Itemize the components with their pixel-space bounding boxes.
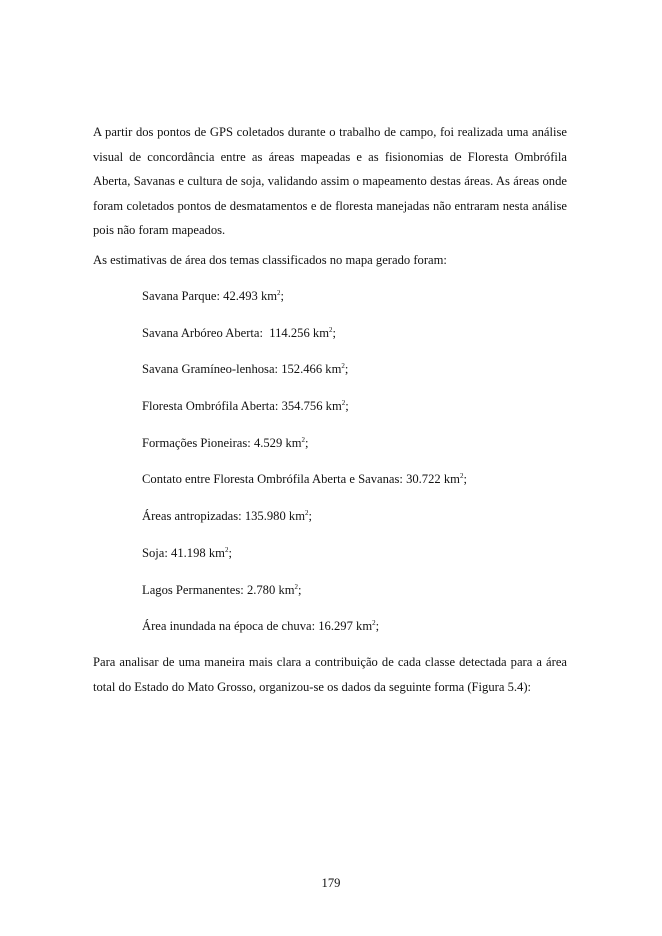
area-value: 114.256 — [269, 325, 310, 340]
area-unit: km — [278, 582, 295, 597]
area-value: 152.466 — [281, 362, 323, 377]
unit-exponent: 2 — [459, 472, 464, 481]
area-label: Savana Arbóreo Aberta: — [142, 325, 263, 340]
unit-exponent: 2 — [305, 509, 309, 518]
area-label: Floresta Ombrófila Aberta: — [142, 399, 279, 414]
area-unit: km — [325, 399, 342, 414]
area-value: 41.198 — [171, 545, 206, 560]
area-unit: km — [312, 325, 330, 340]
page-number: 179 — [321, 876, 341, 890]
area-unit: km — [325, 362, 342, 377]
paragraph-area-estimates-intro: As estimativas de área dos temas classificados no mapa gerado foram: — [93, 253, 447, 267]
area-unit: km — [208, 545, 225, 560]
area-unit: km — [288, 509, 305, 524]
area-estimates-list — [142, 284, 467, 651]
list-item: Áreas antropizadas: 135.980 $km^2$; — [142, 509, 312, 524]
unit-exponent: 2 — [294, 582, 299, 591]
list-item: Contato entre Floresta Ombrófila Aberta e Savanas: 30.722 $km^2$; — [142, 472, 467, 487]
area-unit: km — [260, 289, 278, 303]
area-value: 4.529 — [253, 435, 283, 450]
unit-exponent: 2 — [301, 435, 306, 444]
area-label: Formações Pioneiras: — [142, 435, 251, 450]
area-label: Contato entre Floresta Ombrófila Aberta e Savanas: — [142, 472, 403, 487]
list-item: Savana Parque: 42.493 $km^2$; — [142, 289, 285, 303]
unit-exponent: 2 — [329, 325, 333, 334]
paragraph-figure-reference: Para analisar de uma maneira mais clara a contribuição de cada classe detectada para a área total do Estado do Mato Grosso, organizou-se os dados da seguinte forma (Figura 5.4): — [93, 655, 567, 694]
area-label: Savana Gramíneo-lenhosa: — [142, 362, 279, 377]
area-label: Savana Parque: — [142, 289, 220, 303]
area-unit: km — [285, 435, 302, 450]
area-unit: km — [356, 619, 373, 634]
unit-exponent: 2 — [277, 289, 281, 297]
unit-exponent: 2 — [224, 545, 229, 554]
list-item: Área inundada na época de chuva: 16.297 $km^2$; — [142, 619, 380, 634]
list-item: Floresta Ombrófila Aberta: 354.756 $km^2$; — [142, 399, 349, 414]
area-label: Áreas antropizadas: — [142, 509, 242, 524]
unit-exponent: 2 — [341, 399, 346, 408]
area-label: Lagos Permanentes: — [142, 582, 244, 597]
list-item: Savana Arbóreo Aberta: 114.256 $km^2$; — [142, 325, 337, 340]
list-item: Lagos Permanentes: 2.780 $km^2$; — [142, 582, 302, 597]
area-value: 30.722 — [406, 472, 441, 487]
unit-exponent: 2 — [372, 619, 376, 628]
area-value: 16.297 — [318, 619, 353, 634]
area-unit: km — [443, 472, 460, 487]
unit-exponent: 2 — [341, 362, 345, 371]
area-value: 42.493 — [223, 289, 258, 303]
list-item: Formações Pioneiras: 4.529 $km^2$; — [142, 435, 309, 450]
area-label: Soja: — [142, 545, 168, 560]
area-value: 354.756 — [281, 399, 323, 414]
list-item: Savana Gramíneo-lenhosa: 152.466 $km^2$; — [142, 362, 349, 377]
area-value: 135.980 — [244, 509, 286, 524]
paragraph-gps-validation: A partir dos pontos de GPS coletados durante o trabalho de campo, foi realizada uma análise visual de concordância entre as áreas mapeadas e as fisionomias de Floresta Ombrófila Aberta, Savanas e cultura de soja, validando assim o mapeamento destas áreas. As áreas onde foram coletados pontos de desmatamentos e de floresta manejadas não entraram nesta análise pois não foram mapeados. — [93, 125, 567, 237]
list-item: Soja: 41.198 $km^2$; — [142, 545, 232, 560]
area-value: 2.780 — [246, 582, 276, 597]
area-label: Área inundada na época de chuva: — [142, 619, 316, 634]
